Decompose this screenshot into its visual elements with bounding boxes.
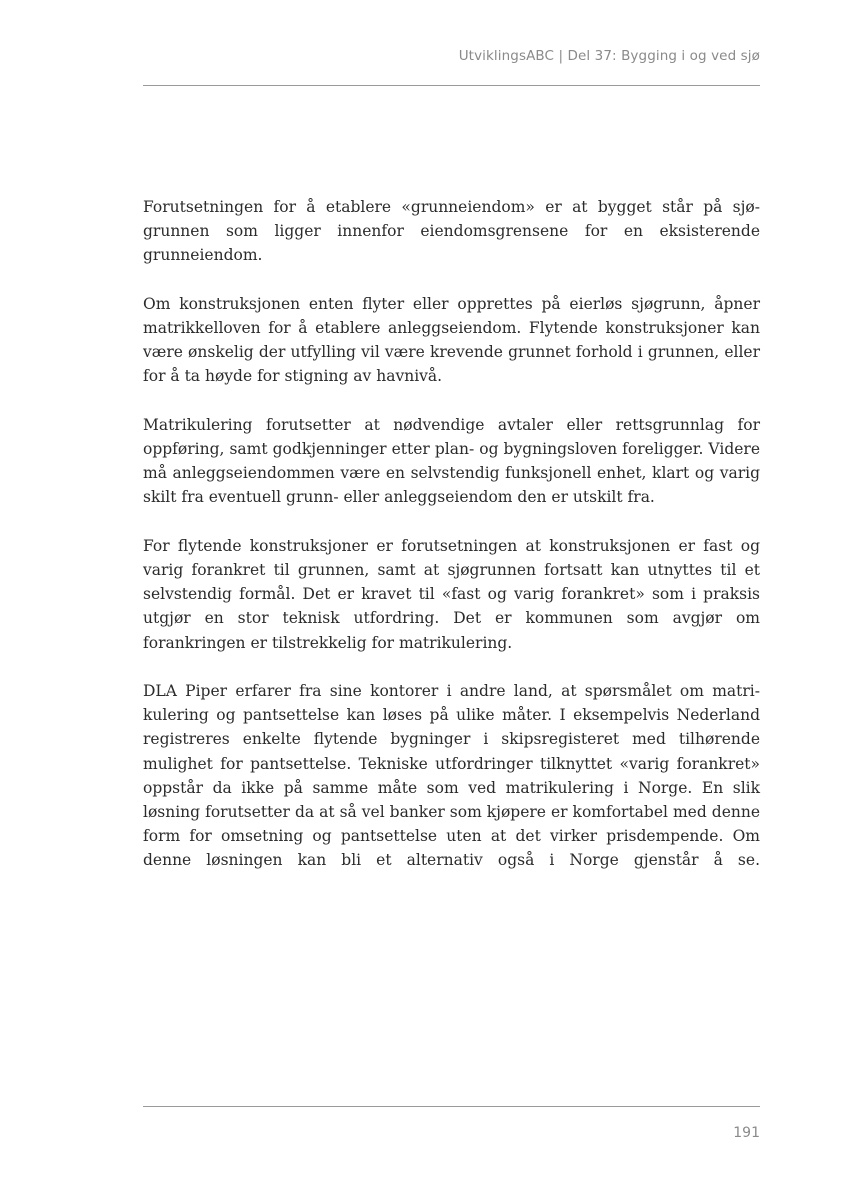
paragraph: Matrikulering forutsetter at nødvendige avtaler eller rettsgrunnlag for oppføring, samt godkjenninger etter plan- og bygningsloven foreligger. Videre må anleggseiendommen være en selvstendig funksjonell enhet, klart og varig skilt fra eventuell grunn- eller anleggseiendom den er utskilt fra. bbox=[143, 415, 760, 507]
footer-rule bbox=[143, 1106, 760, 1107]
paragraph: For flytende konstruksjoner er forutsetningen at konstruksjonen er fast og varig forankret til grunnen, samt at sjøgrunnen fortsatt kan utnyttes til et selvstendig formål. Det er kravet til «fast og varig forankret» som i praksis utgjør en stor teknisk utfordring. Det er kommunen som avgjør om forankringen er tilstrekkelig for matrikulering. bbox=[143, 536, 760, 652]
paragraph: Forutsetningen for å etablere «grunneiendom» er at bygget står på sjøgrunnen som ligger innenfor eiendomsgrensene for en eksisterende grunneiendom. bbox=[143, 198, 760, 265]
body-text bbox=[143, 195, 760, 897]
paragraph: Om konstruksjonen enten flyter eller opprettes på eierløs sjøgrunn, åpner matrikkelloven for å etablere anleggseiendom. Flytende konstruksjoner kan være ønskelig der utfylling vil være krevende grunnet forhold i grunnen, eller for å ta høyde for stigning av havnivå. bbox=[143, 294, 760, 386]
header-rule bbox=[143, 85, 760, 86]
running-header: UtviklingsABC | Del 37: Bygging i og ved sjø bbox=[458, 48, 760, 64]
paragraph: DLA Piper erfarer fra sine kontorer i andre land, at spørsmålet om matrikulering og pantsettelse kan løses på ulike måter. I eksempelvis Nederland registreres enkelte flytende bygninger i skipsregisteret med tilhørende mulighet for pantsettelse. Tekniske utfordringer tilknyttet «varig forankret» oppstår da ikke på samme måte som ved matrikulering i Norge. En slik løsning forutsetter da at så vel banker som kjøpere er komfortabel med denne form for omsetning og pantsettelse uten at det virker prisdempende. Om denne løsningen kan bli et alternativ også i Norge gjenstår å se. bbox=[143, 682, 760, 870]
page-number: 191 bbox=[733, 1125, 760, 1141]
